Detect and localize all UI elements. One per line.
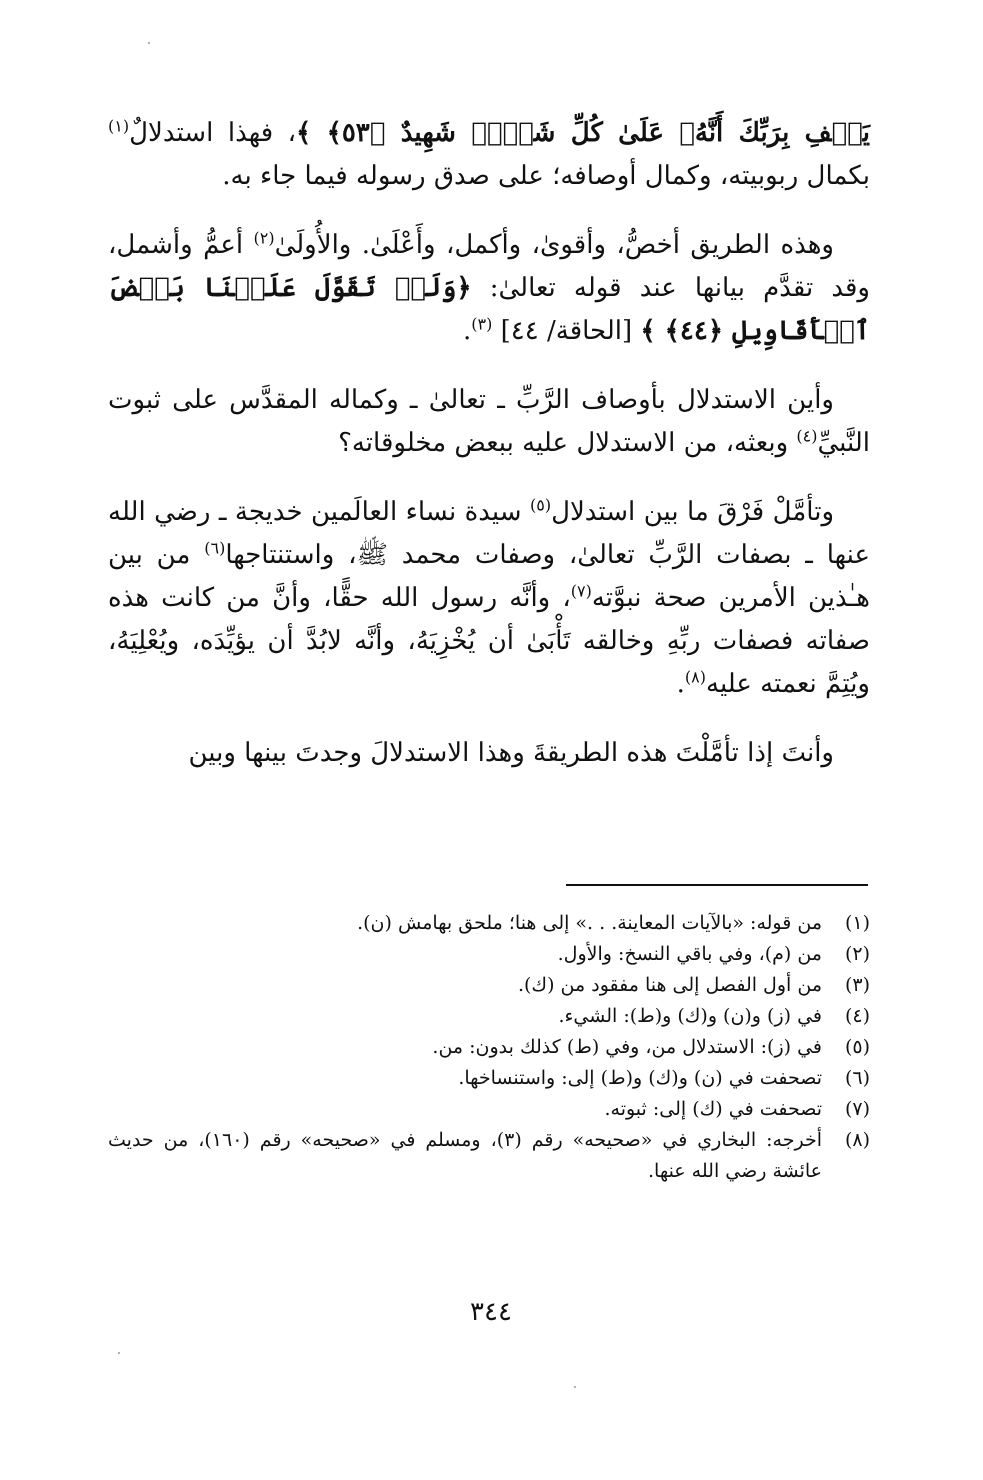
footnote-ref: (١): [108, 116, 130, 136]
footnote-item: [108, 1001, 870, 1032]
text-run: من بين هـٰذين الأمرين صحة نبوَّته: [108, 540, 871, 613]
quran-verse: يَكۡفِ بِرَبِّكَ أَنَّهُۥ عَلَىٰ كُلِّ شَيۡءٖ شَهِيدٌ ﴿٥٣﴾ ﴾: [296, 118, 870, 148]
footnote-text: من قوله: «بالآيات المعاينة. . .» إلى هنا؛ ملحق بهامش (ن).: [357, 912, 822, 934]
main-text: [108, 112, 870, 801]
footnote-ref: (٥): [529, 495, 552, 515]
text-run: أعمُّ وأشمل، وقد تقدَّم بيانها عند قوله تعالىٰ:: [108, 230, 870, 303]
footnote-text: من (م)، وفي باقي النسخ: والأول.: [557, 943, 822, 965]
page-number: ٣٤٤: [470, 1297, 512, 1327]
text-run: [الحاقة/ ٤٤]: [492, 316, 641, 346]
text-run: ، فهذا استدلالٌ: [129, 118, 297, 148]
text-run: وهذه الطريق أخصُّ، وأقوىٰ، وأكمل، وأَعْلَىٰ. والأُولَىٰ: [274, 230, 834, 260]
scan-speck: [148, 42, 150, 44]
footnote-item: [108, 1125, 870, 1187]
footnote-ref: (٧): [570, 581, 592, 601]
text-run: .: [676, 669, 685, 699]
footnote-item: [108, 939, 870, 970]
footnote-number: (٣): [844, 974, 870, 996]
footnote-number: (٤): [844, 1005, 870, 1027]
paragraph-2: [108, 224, 870, 353]
footnote-number: (٢): [844, 943, 870, 965]
footnote-text: تصحفت في (ك) إلى: ثبوته.: [604, 1098, 822, 1120]
footnote-text: في (ز): الاستدلال من، وفي (ط) كذلك بدون: من.: [432, 1036, 822, 1058]
paragraph-4: [108, 491, 870, 706]
paragraph-1: [108, 112, 870, 198]
quran-verse: ﴿وَلَوۡ تَقَوَّلَ عَلَيۡنَا بَعۡضَ ٱلۡأَقَاوِيلِ ﴿٤٤﴾ ﴾: [108, 273, 870, 346]
footnote-ref: (٨): [684, 667, 707, 687]
scan-speck: [574, 1386, 576, 1388]
text-run: وأين الاستدلال بأوصاف الرَّبِّ ـ تعالىٰ ـ وكماله المقدَّس على ثبوت النَّبيِّ: [108, 385, 870, 458]
footnote-text: تصحفت في (ن) و(ك) و(ط) إلى: واستنساخها.: [458, 1067, 822, 1089]
footnote-number: (١): [844, 912, 870, 934]
footnote-item: [108, 970, 870, 1001]
footnote-ref: (٢): [253, 228, 275, 248]
footnote-number: (٦): [844, 1067, 870, 1089]
footnote-ref: (٣): [471, 314, 493, 334]
footnote-text: في (ز) و(ن) و(ك) و(ط): الشيء.: [558, 1005, 822, 1027]
scan-speck: [118, 1352, 120, 1354]
footnote-text: من أول الفصل إلى هنا مفقود من (ك).: [517, 974, 822, 996]
footnote-item: [108, 1094, 870, 1125]
text-run: سيدة نساء العالَمين خديجة ـ رضي الله عنها ـ بصفات الرَّبِّ تعالىٰ، وصفات محمد ﷺ، واستنتاجها: [108, 497, 870, 570]
paragraph-3: [108, 379, 870, 465]
footnote-number: (٧): [844, 1098, 870, 1120]
footnote-separator: [566, 884, 868, 886]
text-run: .: [463, 316, 472, 346]
text-run: بكمال ربوبيته، وكمال أوصافه؛ على صدق رسوله فيما جاء به.: [222, 161, 870, 191]
footnotes-list: [108, 908, 870, 1187]
footnote-item: [108, 908, 870, 939]
footnote-number: (٨): [844, 1129, 870, 1151]
text-run: ، وأنَّه رسول الله حقًّا، وأنَّ من كانت هذه صفاته فصفات ربِّهِ وخالقه تَأْبَىٰ أن يُخْزِيَهُ، وأنَّه لابُدَّ أن يؤيِّدَه، ويُعْلِيَهُ، ويُتِمَّ نعمته عليه: [108, 583, 870, 699]
text-run: وتأمَّلْ فَرْقَ ما بين استدلال: [551, 497, 834, 527]
paragraph-5: [108, 732, 870, 775]
text-run: وأنتَ إذا تأمَّلْتَ هذه الطريقةَ وهذا الاستدلالَ وجدتَ بينها وبين: [188, 738, 834, 768]
footnote-ref: (٦): [204, 538, 226, 558]
footnote-item: [108, 1032, 870, 1063]
footnote-text: أخرجه: البخاري في «صحيحه» رقم (٣)، ومسلم في «صحيحه» رقم (١٦٠)، من حديث عائشة رضي الله عنها.: [108, 1129, 822, 1182]
footnote-ref: (٤): [796, 426, 818, 446]
text-run: وبعثه، من الاستدلال عليه ببعض مخلوقاته؟: [338, 428, 797, 458]
footnote-number: (٥): [844, 1036, 870, 1058]
footnote-item: [108, 1063, 870, 1094]
